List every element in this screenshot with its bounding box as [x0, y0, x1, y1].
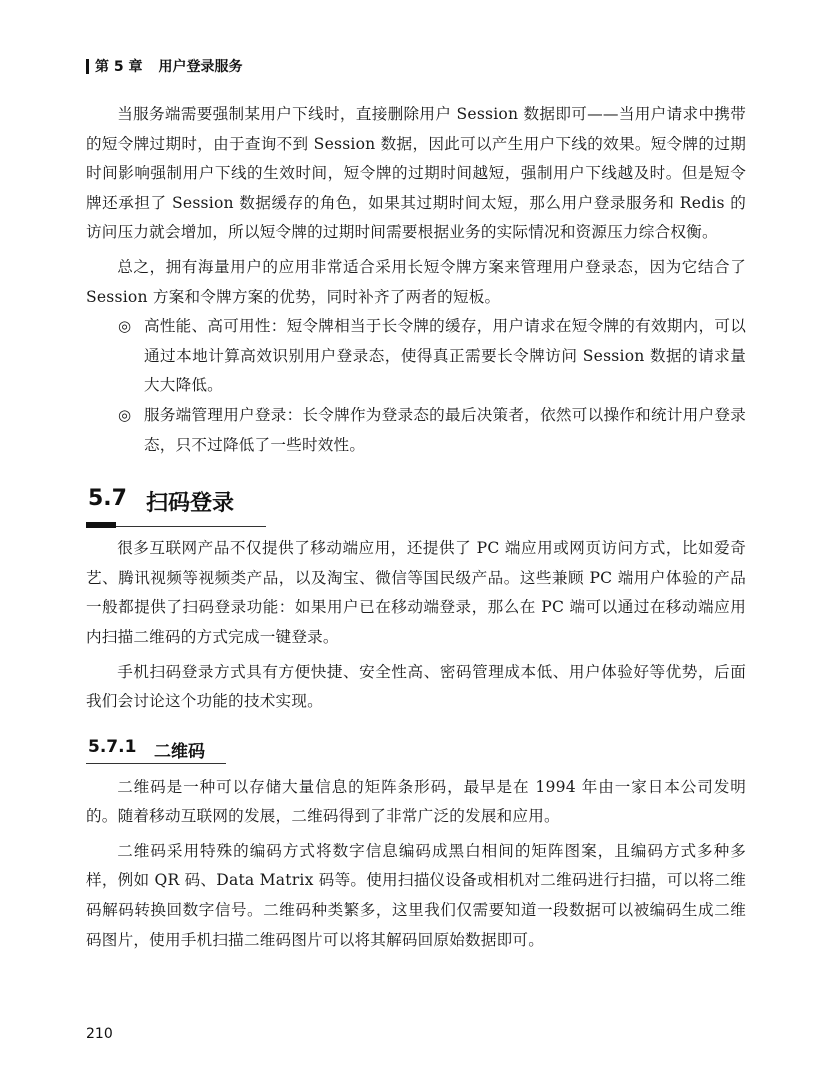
list-item-text: 服务端管理用户登录：长令牌作为登录态的最后决策者，依然可以操作和统计用户登录态，只不过降低了一些时效性。	[144, 405, 746, 454]
paragraph: 当服务端需要强制某用户下线时，直接删除用户 Session 数据即可——当用户请求中携带的短令牌过期时，由于查询不到 Session 数据，因此可以产生用户下线的效果。短令牌的过期时间影响强制用户下线的生效时间，短令牌的过期时间越短，强制用户下线越及时。但是短令牌还承担了 Session 数据缓存的角色，如果其过期时间太短，那么用户登录服务和 Redis 的访问压力就会增加，所以短令牌的过期时间需要根据业务的实际情况和资源压力综合权衡。	[86, 105, 746, 242]
list-item	[86, 312, 746, 401]
running-header	[86, 56, 243, 76]
subsection-number: 5.7.1	[88, 736, 137, 757]
header-bar	[86, 59, 89, 74]
section-title: 扫码登录	[146, 491, 235, 517]
bullet-list	[86, 312, 746, 460]
paragraph: 二维码采用特殊的编码方式将数字信息编码成黑白相间的矩阵图案，且编码方式多种多样，例如 QR 码、Data Matrix 码等。使用扫描仪设备或相机对二维码进行扫描，可以将二维码解码转换回数字信号。二维码种类繁多，这里我们仅需要知道一段数据可以被编码生成二维码图片，使用手机扫描二维码图片可以将其解码回原始数据即可。	[86, 841, 746, 949]
chapter-number: 第 5 章	[95, 59, 143, 75]
paragraph: 手机扫码登录方式具有方便快捷、安全性高、密码管理成本低、用户体验好等优势，后面我们会讨论这个功能的技术实现。	[86, 662, 746, 711]
body-content	[86, 100, 746, 955]
bullet-mark-icon: ◎	[118, 405, 132, 424]
subsection-heading	[86, 733, 746, 773]
section-number: 5.7	[88, 486, 127, 512]
list-item-text: 高性能、高可用性：短令牌相当于长令牌的缓存，用户请求在短令牌的有效期内，可以通过本地计算高效识别用户登录态，使得真正需要长令牌访问 Session 数据的请求量大大降低。	[144, 317, 746, 395]
list-item	[86, 401, 746, 460]
section-rule-accent	[86, 522, 116, 528]
section-heading	[86, 482, 746, 534]
paragraph: 很多互联网产品不仅提供了移动端应用，还提供了 PC 端应用或网页访问方式，比如爱奇艺、腾讯视频等视频类产品，以及淘宝、微信等国民级产品。这些兼顾 PC 端用户体验的产品一般都提供了扫码登录功能：如果用户已在移动端登录，那么在 PC 端可以通过在移动端应用内扫描二维码的方式完成一键登录。	[86, 539, 746, 646]
paragraph: 二维码是一种可以存储大量信息的矩阵条形码，最早是在 1994 年由一家日本公司发明的。随着移动互联网的发展，二维码得到了非常广泛的发展和应用。	[86, 777, 746, 826]
subsection-title: 二维码	[154, 741, 205, 762]
page-number: 210	[86, 1026, 113, 1042]
subsection-rule	[86, 763, 226, 764]
paragraph: 总之，拥有海量用户的应用非常适合采用长短令牌方案来管理用户登录态，因为它结合了 Session 方案和令牌方案的优势，同时补齐了两者的短板。	[86, 257, 746, 306]
chapter-title: 用户登录服务	[158, 59, 243, 75]
bullet-mark-icon: ◎	[118, 317, 132, 336]
